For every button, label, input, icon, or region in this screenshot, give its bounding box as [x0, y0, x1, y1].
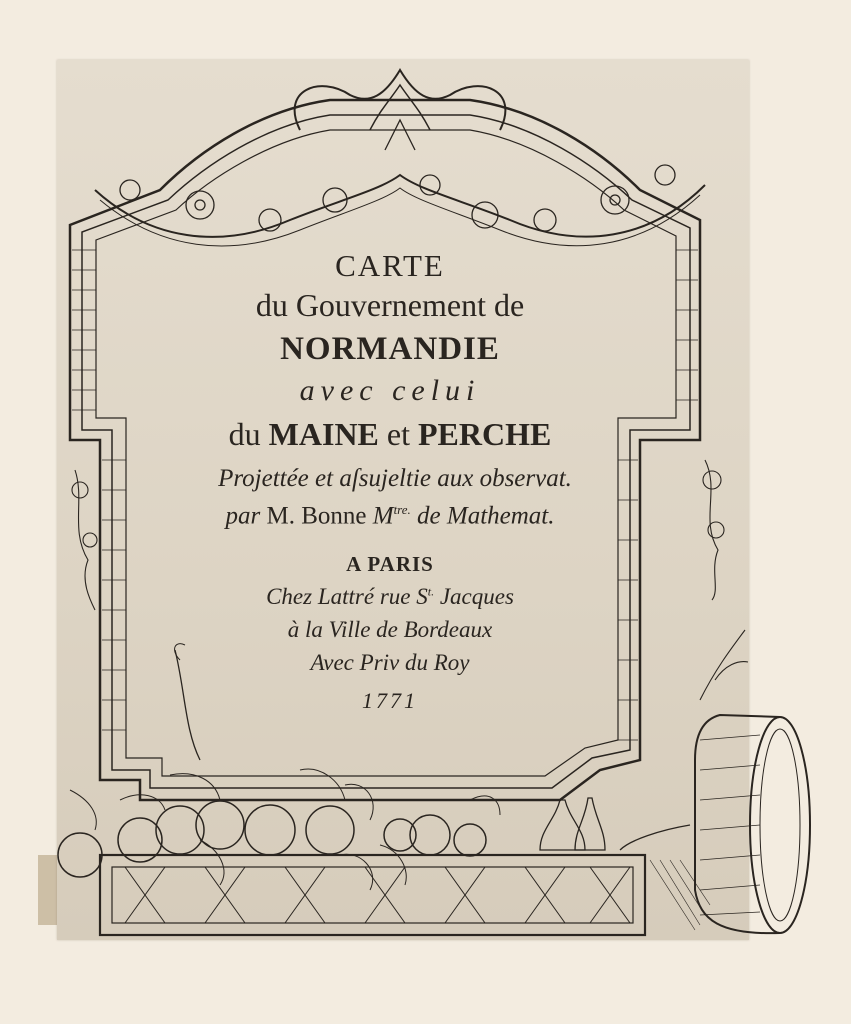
projection-note: Projettée et aſsujeltie aux observat. [218, 465, 572, 492]
author-rest: de Mathemat. [417, 502, 555, 530]
author-name: M. Bonne [266, 502, 367, 530]
title-carte: CARTE [335, 248, 445, 283]
author-line [150, 503, 630, 528]
maine: MAINE [268, 416, 379, 452]
title-avec-celui: avec celui [299, 374, 481, 407]
et: et [386, 416, 410, 452]
perche: PERCHE [417, 416, 552, 452]
publisher-city: A PARIS [346, 552, 434, 577]
title-normandie: NORMANDIE [280, 331, 500, 367]
year: 1771 [362, 688, 418, 714]
publisher-address-a: Chez Lattré rue S [266, 584, 428, 610]
title-gouvernement: du Gouvernement de [255, 287, 525, 323]
author-title: M [372, 502, 394, 530]
title-maine-perche [150, 418, 630, 450]
author-title-sup: tre. [393, 502, 411, 517]
publisher-address [150, 585, 630, 608]
publisher-address-b: Jacques [439, 584, 514, 610]
publisher-address-sup: t. [427, 584, 435, 599]
par: par [225, 502, 261, 530]
maine-prefix: du [228, 416, 261, 452]
cartouche-title-block [150, 250, 630, 712]
publisher-sign: à la Ville de Bordeaux [287, 617, 493, 643]
privilege: Avec Priv du Roy [310, 650, 470, 676]
